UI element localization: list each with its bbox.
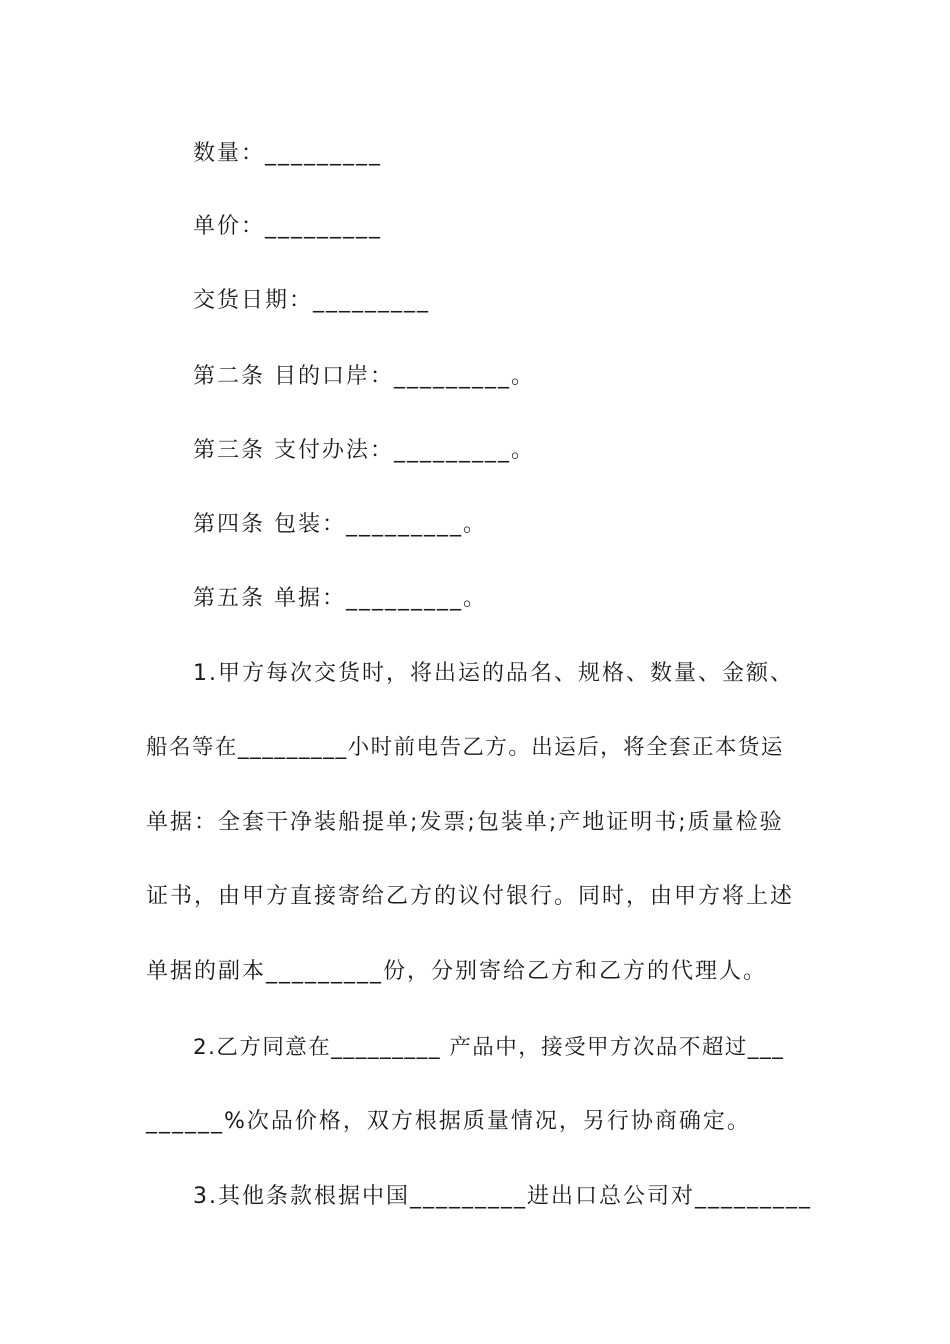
article-3-payment-line: 第三条 支付办法：_________。 xyxy=(193,438,535,463)
clause-2-line-1: 2.乙方同意在_________ 产品中，接受甲方次品不超过___ xyxy=(193,1035,785,1060)
clause-2-line-2: ______%次品价格，双方根据质量情况，另行协商确定。 xyxy=(146,1109,751,1134)
article-5-documents-line: 第五条 单据：_________。 xyxy=(193,586,487,611)
clause-1-line-1: 1.甲方每次交货时，将出运的品名、规格、数量、金额、 xyxy=(193,661,794,686)
clause-1-line-2: 船名等在_________小时前电告乙方。出运后，将全套正本货运 xyxy=(146,735,784,760)
article-4-packing-line: 第四条 包装：_________。 xyxy=(193,512,487,537)
clause-3-line-1: 3.其他条款根据中国_________进出口总公司对_________ xyxy=(193,1184,812,1209)
article-2-port-line: 第二条 目的口岸：_________。 xyxy=(193,364,535,389)
clause-1-line-5: 单据的副本_________份，分别寄给乙方和乙方的代理人。 xyxy=(146,959,768,984)
unit-price-field-line: 单价：_________ xyxy=(193,214,383,239)
quantity-field-line: 数量：_________ xyxy=(193,141,383,166)
clause-1-line-3: 单据：全套干净装船提单;发票;包装单;产地证明书;质量检验 xyxy=(146,810,784,835)
delivery-date-field-line: 交货日期：_________ xyxy=(193,288,431,313)
clause-1-line-4: 证书，由甲方直接寄给乙方的议付银行。同时，由甲方将上述 xyxy=(146,884,795,909)
